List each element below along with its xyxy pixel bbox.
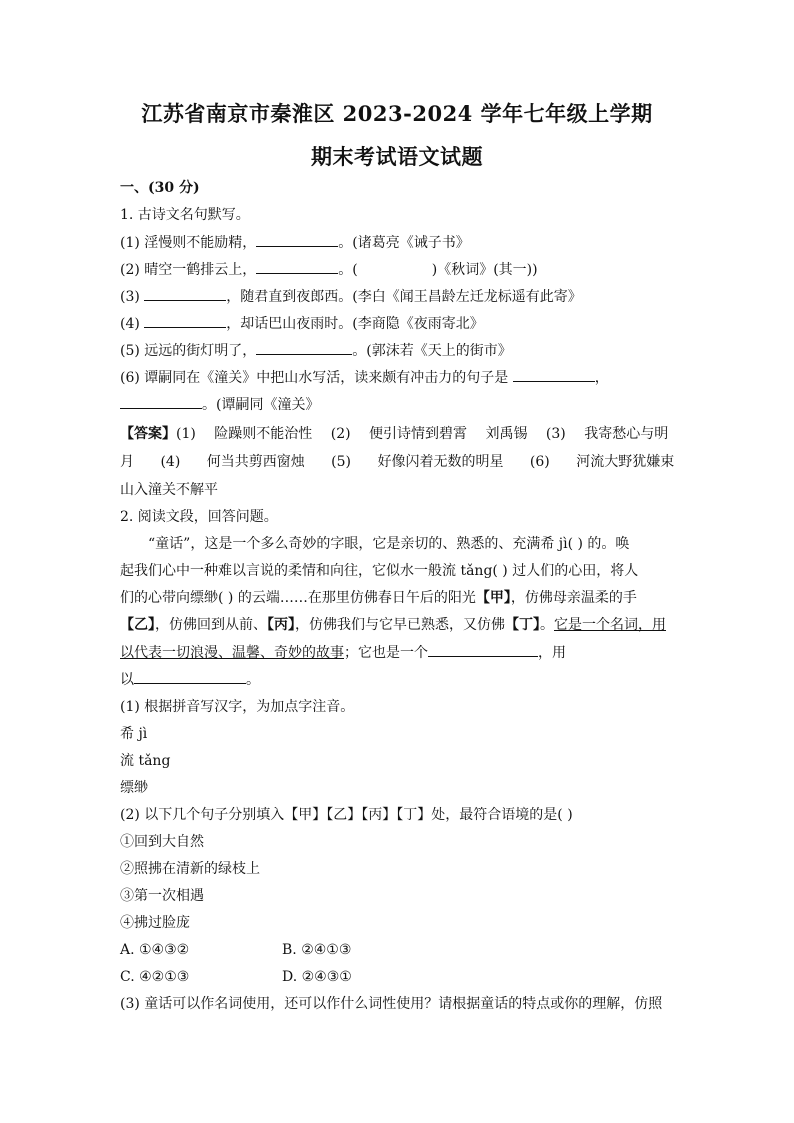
blank [144, 286, 226, 301]
blank [513, 367, 595, 382]
choice-b: B. ②④①③ [282, 942, 352, 958]
answer-line-2: 月 (4) 何当共剪西窗烛 (5) 好像闪着无数的明星 (6) 河流大野犹嫌束 [120, 454, 675, 470]
sentence-option-2: ②照拂在清新的绿枝上 [120, 861, 260, 877]
passage-line-1: “童话”，这是一个多么奇妙的字眼，它是亲切的、熟悉的、充满希 jì( ) 的。唤 [148, 536, 630, 552]
q1-item-4: (4) ，却话巴山夜雨时。(李商隐《夜雨寄北》 [120, 313, 680, 334]
sentence-option-3: ③第一次相遇 [120, 888, 204, 904]
blank [144, 313, 226, 328]
choice-row-1 [120, 940, 680, 960]
q1-item-1: (1) 淫慢则不能励精， 。(诸葛亮《诫子书》 [120, 232, 680, 253]
blank [428, 642, 538, 657]
section-heading: 一、(30 分) [120, 180, 200, 196]
blank [256, 232, 338, 247]
document-title: 江苏省南京市秦淮区 2023-2024 学年七年级上学期 [141, 101, 653, 126]
q1-item-5: (5) 远远的街灯明了， 。(郭沫若《天上的街市》 [120, 340, 680, 361]
answer-line-1: 【答案】(1) 险躁则不能治性 (2) 便引诗情到碧霄 刘禹锡 (3) 我寄愁心与明 [120, 426, 669, 442]
q1-item-6: (6) 谭嗣同在《潼关》中把山水写活，读来颇有冲击力的句子是 ， [120, 367, 680, 388]
q2-stem: 2. 阅读文段，回答问题。 [120, 509, 278, 525]
document-subtitle: 期末考试语文试题 [311, 144, 483, 169]
blank [120, 394, 202, 409]
passage-line-4: 【乙】，仿佛回到从前、【丙】，仿佛我们与它早已熟悉，又仿佛【丁】。它是一个名词，用 [120, 617, 666, 633]
sub-question-1: (1) 根据拼音写汉字，为加点字注音。 [120, 699, 355, 715]
sub-question-3: (3) 童话可以作名词使用，还可以作什么词性使用？请根据童话的特点或你的理解，仿照 [120, 996, 663, 1012]
q1-item-3: (3) ，随君直到夜郎西。(李白《闻王昌龄左迁龙标遥有此寄》 [120, 286, 680, 307]
passage-line-3: 们的心带向缥缈( ) 的云端……在那里仿佛春日午后的阳光【甲】，仿佛母亲温柔的手 [120, 590, 637, 606]
passage-line-2: 起我们心中一种难以言说的柔情和向往，它似水一般流 tǎng( ) 过人们的心田，将人 [120, 563, 639, 579]
answer-line-3: 山入潼关不解平 [120, 482, 218, 498]
sentence-option-1: ①回到大自然 [120, 834, 204, 850]
passage-line-6: 以 。 [120, 669, 680, 690]
choice-row-2 [120, 967, 680, 987]
choice-d: D. ②④③① [282, 969, 352, 985]
sub-question-2: (2) 以下几个句子分别填入【甲】【乙】【丙】【丁】处，最符合语境的是( ) [120, 807, 573, 823]
blank [256, 259, 338, 274]
pinyin-item-1: 希 jì [120, 726, 148, 742]
pinyin-item-2: 流 tǎng [120, 753, 171, 769]
choice-a: A. ①④③② [120, 942, 190, 958]
passage-line-5: 以代表一切浪漫、温馨、奇妙的故事；它也是一个 ，用 [120, 642, 680, 663]
blank [256, 340, 352, 355]
q1-item-2: (2) 晴空一鹤排云上， 。( )《秋词》(其一)) [120, 259, 680, 280]
choice-c: C. ④②①③ [120, 969, 190, 985]
q1-stem: 1. 古诗文名句默写。 [120, 207, 250, 223]
q1-item-6-cont: 。(谭嗣同《潼关》 [120, 394, 680, 415]
pinyin-item-3: 缥缈 [120, 780, 148, 796]
blank [134, 669, 246, 684]
sentence-option-4: ④拂过脸庞 [120, 915, 190, 931]
